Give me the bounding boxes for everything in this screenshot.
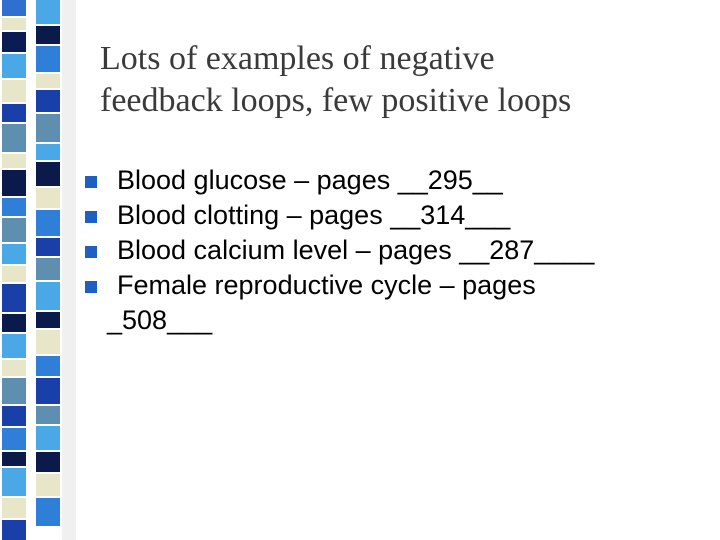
bullet-list <box>84 163 704 338</box>
stripe-block <box>36 162 60 188</box>
square-bullet-icon <box>85 211 97 223</box>
stripe-block <box>36 144 60 162</box>
stripe-block <box>36 74 60 90</box>
decorative-stripe-pattern <box>0 0 80 540</box>
stripe-block <box>2 428 26 452</box>
stripe-block <box>36 498 60 528</box>
square-bullet-icon <box>85 281 97 293</box>
stripe-column <box>36 0 60 528</box>
bullet-item-female-reproductive-cycle <box>84 268 704 338</box>
stripe-block <box>36 90 60 114</box>
stripe-column <box>2 0 26 540</box>
bullet-text: Blood clotting – pages __314___ <box>117 200 511 230</box>
square-bullet-icon <box>85 176 97 188</box>
stripe-block <box>2 334 26 360</box>
stripe-block <box>2 0 26 18</box>
slide-title-line: Lots of examples of negative <box>100 40 495 77</box>
slide-title-line: feedback loops, few positive loops <box>100 82 572 119</box>
stripe-block <box>2 520 26 540</box>
slide-title <box>100 38 700 122</box>
stripe-block <box>62 0 76 540</box>
stripe-block <box>2 54 26 80</box>
stripe-column <box>62 0 76 540</box>
stripe-block <box>2 266 26 284</box>
stripe-block <box>36 210 60 238</box>
stripe-block <box>36 378 60 406</box>
stripe-block <box>36 258 60 282</box>
stripe-block <box>2 452 26 468</box>
stripe-block <box>36 238 60 258</box>
stripe-block <box>2 468 26 498</box>
bullet-item-blood-calcium <box>84 233 704 268</box>
stripe-block <box>36 452 60 474</box>
stripe-block <box>2 498 26 520</box>
stripe-block <box>36 0 60 26</box>
stripe-block <box>36 114 60 144</box>
stripe-block <box>2 32 26 54</box>
stripe-block <box>36 474 60 498</box>
stripe-block <box>36 46 60 74</box>
stripe-block <box>2 198 26 218</box>
stripe-block <box>2 284 26 314</box>
stripe-block <box>2 104 26 124</box>
bullet-text-continuation: _508___ <box>107 305 213 335</box>
stripe-block <box>36 330 60 356</box>
stripe-block <box>2 244 26 266</box>
stripe-block <box>36 188 60 210</box>
stripe-block <box>2 314 26 334</box>
stripe-block <box>2 406 26 428</box>
stripe-block <box>36 282 60 312</box>
stripe-block <box>2 154 26 170</box>
stripe-block <box>36 406 60 426</box>
stripe-block <box>2 378 26 406</box>
bullet-text: Blood glucose – pages __295__ <box>117 165 503 195</box>
bullet-item-blood-clotting <box>84 198 704 233</box>
stripe-block <box>2 18 26 32</box>
stripe-block <box>2 360 26 378</box>
stripe-block <box>36 26 60 46</box>
stripe-block <box>36 426 60 452</box>
stripe-block <box>36 312 60 330</box>
bullet-item-blood-glucose <box>84 163 704 198</box>
stripe-block <box>2 80 26 104</box>
bullet-text: Blood calcium level – pages __287____ <box>117 235 595 265</box>
stripe-block <box>2 170 26 198</box>
square-bullet-icon <box>85 246 97 258</box>
stripe-block <box>2 124 26 154</box>
stripe-block <box>36 356 60 378</box>
bullet-text: Female reproductive cycle – pages <box>117 270 536 300</box>
stripe-block <box>2 218 26 244</box>
